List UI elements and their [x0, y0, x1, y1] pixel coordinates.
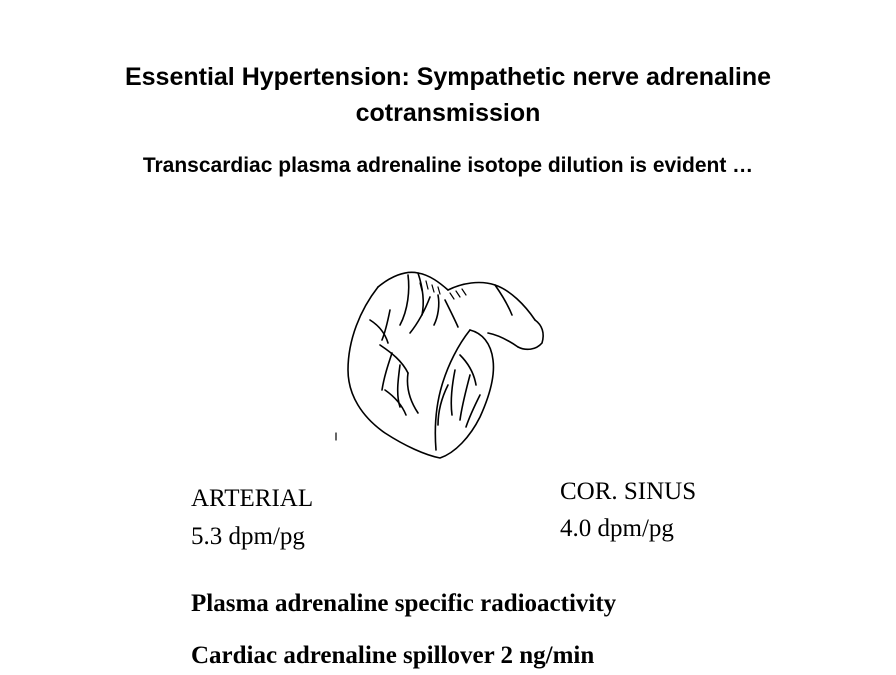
coronary-sinus-label: COR. SINUS: [560, 478, 697, 505]
slide-title-line-1: Essential Hypertension: Sympathetic nerve adrenaline: [124, 63, 772, 91]
slide-title-line-2: cotransmission: [355, 99, 541, 127]
arterial-label: ARTERIAL: [191, 485, 314, 512]
arterial-value: 5.3 dpm/pg: [191, 523, 305, 550]
heart-line-drawing-icon: [330, 265, 550, 465]
slide-subtitle: Transcardiac plasma adrenaline isotope dilution is evident …: [142, 154, 754, 177]
specific-radioactivity-note: Plasma adrenaline specific radioactivity: [191, 590, 617, 617]
spillover-note: Cardiac adrenaline spillover 2 ng/min: [191, 642, 595, 669]
coronary-sinus-value: 4.0 dpm/pg: [560, 515, 674, 542]
